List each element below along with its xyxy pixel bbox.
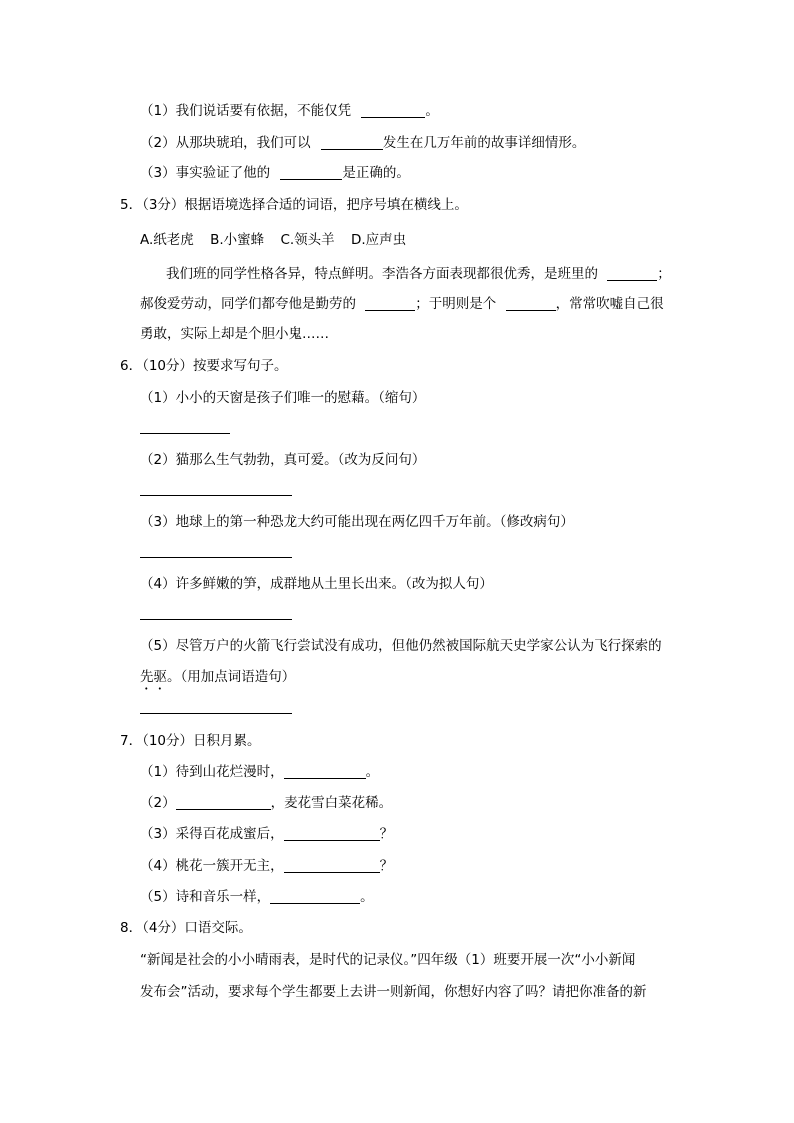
q8-paragraph-line-1: “新闻是社会的小小晴雨表，是时代的记录仪。”四年级（1）班要开展一次“小小新闻 xyxy=(140,952,636,968)
answer-blank[interactable] xyxy=(607,266,657,281)
answer-blank[interactable] xyxy=(321,135,383,150)
q5-options: A.纸老虎 B.小蜜蜂 C.领头羊 D.应声虫 xyxy=(140,232,407,248)
q5-paragraph-line-3: 勇敢，实际上却是个胆小鬼…… xyxy=(140,326,329,342)
q7-item-4: （4）桃花一簇开无主， ？ xyxy=(140,858,394,874)
q6-item-5-line-2: 先驱。（用加点词语造句） xyxy=(140,669,296,685)
answer-blank[interactable] xyxy=(284,858,380,873)
q7-title: 7．（10分）日积月累。 xyxy=(120,733,261,749)
q8-title: 8．（4分）口语交际。 xyxy=(120,920,252,936)
q8-paragraph-line-2: 发布会”活动，要求每个学生都要上去讲一则新闻，你想好内容了吗？请把你准备的新 xyxy=(140,984,647,1000)
q7-item-5: （5）诗和音乐一样， 。 xyxy=(140,889,374,905)
answer-line[interactable] xyxy=(140,619,292,620)
q6-item-2: （2）猫那么生气勃勃，真可爱。（改为反问句） xyxy=(140,452,426,468)
q6-item-3: （3）地球上的第一种恐龙大约可能出现在两亿四千万年前。（修改病句） xyxy=(140,514,574,530)
answer-blank[interactable] xyxy=(280,165,342,180)
answer-blank[interactable] xyxy=(365,296,415,311)
answer-line[interactable] xyxy=(140,433,230,434)
answer-line[interactable] xyxy=(140,557,292,558)
q6-title: 6．（10分）按要求写句子。 xyxy=(120,358,288,374)
q6-item-5-line-1: （5）尽管万户的火箭飞行尝试没有成功，但他仍然被国际航天史学家公认为飞行探索的 xyxy=(140,638,662,654)
q6-item-1: （1）小小的天窗是孩子们唯一的慰藉。（缩句） xyxy=(140,390,426,406)
answer-line[interactable] xyxy=(140,495,292,496)
answer-blank[interactable] xyxy=(506,296,556,311)
q5-paragraph-line-2: 郝俊爱劳动，同学们都夸他是勤劳的 ；于明则是个 ，常常吹嘘自己很 xyxy=(140,296,664,312)
q7-item-3: （3）采得百花成蜜后， ？ xyxy=(140,826,394,842)
q4-item-1: （1）我们说话要有依据，不能仅凭 。 xyxy=(140,103,439,119)
answer-blank[interactable] xyxy=(176,795,271,810)
q7-item-2: （2） ，麦花雪白菜花稀。 xyxy=(140,795,393,811)
answer-blank[interactable] xyxy=(361,103,425,118)
answer-blank[interactable] xyxy=(284,764,366,779)
q6-item-4: （4）许多鲜嫩的笋，成群地从土里长出来。（改为拟人句） xyxy=(140,576,493,592)
q5-title: 5．（3分）根据语境选择合适的词语，把序号填在横线上。 xyxy=(120,197,468,213)
answer-blank[interactable] xyxy=(270,889,360,904)
q7-item-1: （1）待到山花烂漫时， 。 xyxy=(140,764,380,780)
q4-item-2: （2）从那块琥珀，我们可以 发生在几万年前的故事详细情形。 xyxy=(140,135,586,151)
answer-line[interactable] xyxy=(140,713,292,714)
q4-item-3: （3）事实验证了他的 是正确的。 xyxy=(140,165,410,181)
answer-blank[interactable] xyxy=(284,826,380,841)
q5-paragraph-line-1: 我们班的同学性格各异，特点鲜明。李浩各方面表现都很优秀，是班里的 ； xyxy=(166,266,671,282)
emphasized-word: 先驱 xyxy=(140,669,167,685)
